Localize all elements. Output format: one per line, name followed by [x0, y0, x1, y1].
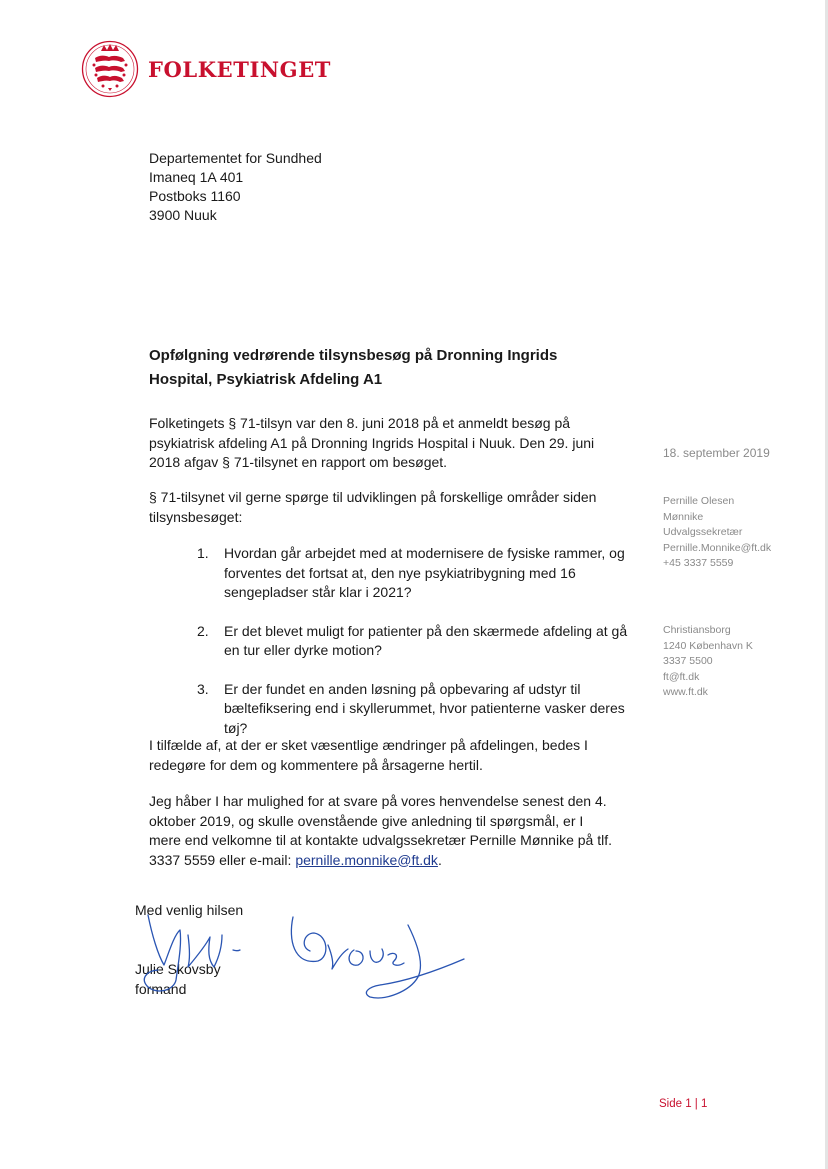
question-number: 2. [197, 622, 209, 639]
address-line: 3900 Nuuk [149, 207, 217, 223]
address-line: Imaneq 1A 401 [149, 169, 244, 185]
question-item [149, 622, 629, 661]
signatory-title: formand [135, 981, 187, 997]
recipient-address [149, 149, 322, 225]
question-number: 1. [197, 545, 209, 561]
paragraph-intro: Folketingets § 71-tilsyn var den 8. juni 2018 på et anmeldt besøg på psykiatrisk afdeling A1 på Dronning Ingrids Hospital i Nuuk. Den 29. juni 2018 afgav § 71-tilsynet en rapport om besøget. [149, 415, 595, 470]
address-website[interactable]: www.ft.dk [663, 686, 708, 698]
address-line: Departementet for Sundhed [149, 150, 322, 166]
question-list [149, 544, 629, 757]
closing-greeting: Med venlig hilsen [135, 902, 244, 918]
question-text: Er det blevet muligt for patienter på den skærmede afdeling at gå en tur eller dyrke motion? [224, 622, 628, 658]
letter-subject [149, 344, 619, 392]
contact-role: Udvalgssekretær [663, 526, 743, 538]
letter-date: 18. september 2019 [663, 446, 770, 460]
address-phone: 3337 5500 [663, 655, 713, 667]
folketinget-logo [81, 40, 331, 98]
question-text: Hvordan går arbejdet med at modernisere de fysiske rammer, og forventes det fortsat at, den nye psykiatribygning med 16 sengepladser står klar i 2021? [224, 545, 625, 600]
subject-line: Hospital, Psykiatrisk Afdeling A1 [149, 371, 383, 388]
contact-name: Pernille Olesen [663, 495, 735, 507]
address-line: Postboks 1160 [149, 188, 241, 204]
subject-line: Opfølgning vedrørende tilsynsbesøg på Dronning Ingrids [149, 347, 558, 364]
question-text: Er der fundet en anden løsning på opbevaring af udstyr til bæltefiksering end i skyllerummet, hvor patienterne vasker deres tøj? [224, 680, 625, 736]
handwritten-signature [118, 895, 478, 1015]
signatory-name: Julie Skovsby [135, 961, 221, 977]
address-place: Christiansborg [663, 624, 731, 636]
paragraph-contact [149, 792, 619, 870]
email-link[interactable]: pernille.monnike@ft.dk [295, 851, 438, 868]
contact-name-2: Mønnike [663, 510, 704, 523]
address-city: 1240 København K [663, 639, 753, 652]
question-item [149, 544, 629, 603]
contact-email[interactable]: Pernille.Monnike@ft.dk [663, 541, 772, 554]
page-number: Side 1 | 1 [659, 1098, 708, 1110]
sender-address [663, 623, 753, 701]
paragraph-question-intro: § 71-tilsynet vil gerne spørge til udviklingen på forskellige områder siden tilsynsbesøget: [149, 489, 597, 525]
address-email[interactable]: ft@ft.dk [663, 670, 700, 683]
logo-text: FOLKETINGET [148, 56, 332, 82]
contact-text-end: . [437, 851, 442, 868]
paragraph-request: I tilfælde af, at der er sket væsentlige ændringer på afdelingen, bedes I redegøre for dem og kommentere på årsagerne hertil. [149, 737, 588, 773]
contact-phone: +45 3337 5559 [663, 557, 734, 569]
contact-text: Jeg håber I har mulighed for at svare på vores henvendelse senest den 4. oktober 2019, og skulle ovenstående give anledning til spørgsmål, er I mere end velkomne til at kontakte udvalgssekretær Pernille Mønnike på tlf. 3337 5559 eller e-mail: [149, 793, 612, 868]
question-item [149, 680, 629, 739]
sender-contact [663, 494, 771, 572]
question-number: 3. [197, 680, 209, 697]
crest-icon [81, 40, 139, 98]
